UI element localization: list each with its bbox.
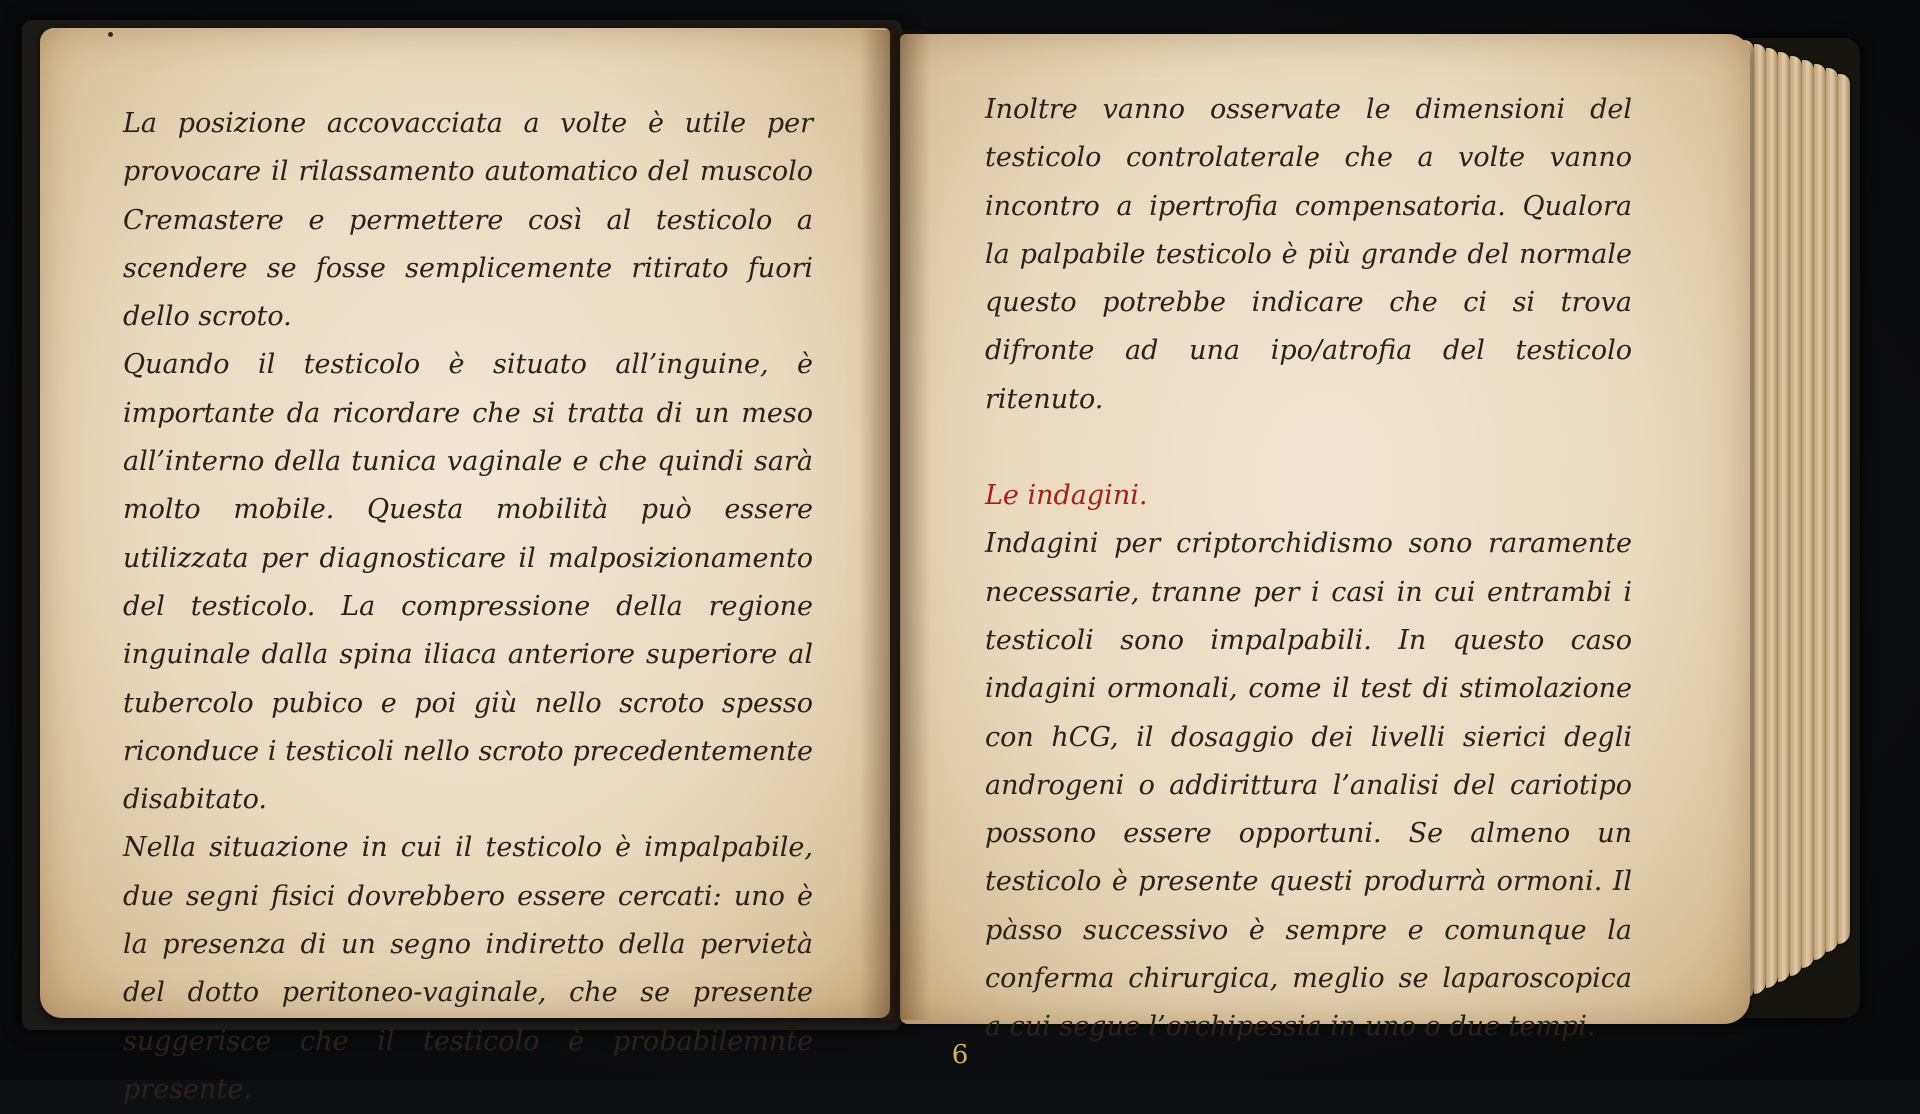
right-paragraph-1: Inoltre vanno osservate le dimensioni del testicolo controlaterale che a volte vanno incontro a ipertrofia compensatoria. Qualora la palpabile testicolo è più grande del normale questo potrebbe indicare che ci si trova difronte ad una ipo/atrofia del testicolo ritenuto. — [985, 94, 1632, 415]
section-heading: Le indagini. — [985, 480, 1148, 512]
left-paragraph-2: Quando il testicolo è situato all’inguine, è importante da ricordare che si tratta di un meso all’interno della tunica vaginale e che quindi sarà molto mobile. Questa mobilità può essere utilizzata per diagnosticare il malposizionamento del testicolo. La compressione della regione inguinale dalla spina iliaca anteriore superiore al tubercolo pubico e poi giù nello scroto spesso riconduce i testicoli nello scroto precedentemente disabitato. — [123, 349, 813, 816]
page-edge — [1826, 68, 1838, 952]
page-edge — [1838, 74, 1850, 944]
paragraph-spacer — [985, 424, 1632, 472]
left-paragraph-1: La posizione accovacciata a volte è utile per provocare il rilassamento automatico del muscolo Cremastere e permettere così al testicolo a scendere se fosse semplicemente ritirato fuori dello scroto. — [123, 108, 813, 333]
left-paragraph-3: Nella situazione in cui il testicolo è impalpabile, due segni fisici dovrebbero essere cercati: uno è la presenza di un segno indiretto della pervietà del dotto peritoneo-vaginale, che se presente suggerisce che il testicolo è probabilemnte presente. — [123, 832, 813, 1105]
page-edge — [1814, 64, 1826, 960]
left-page-text — [123, 100, 813, 1114]
page-edge — [1754, 44, 1766, 994]
slide-page-number: 6 — [951, 1040, 969, 1070]
right-paragraph-2: Indagini per criptorchidismo sono raramente necessarie, tranne per i casi in cui entrambi i testicoli sono impalpabili. In questo caso indagini ormonali, come il test di stimolazione con hCG, il dosaggio dei livelli sierici degli androgeni o addirittura l’analisi del cariotipo possono essere opportuni. Se almeno un testicolo è presente questi produrrà ormoni. Il pàsso successivo è sempre e comunque la conferma chirurgica, meglio se laparoscopica a cui segue l’orchipessia in uno o due tempi. — [985, 528, 1632, 1043]
page-edge — [1802, 60, 1814, 968]
page-edge — [1790, 56, 1802, 976]
right-page-text — [985, 86, 1632, 1052]
paper-speck — [108, 32, 113, 37]
page-edge — [1778, 52, 1790, 982]
page-edge — [1766, 48, 1778, 988]
